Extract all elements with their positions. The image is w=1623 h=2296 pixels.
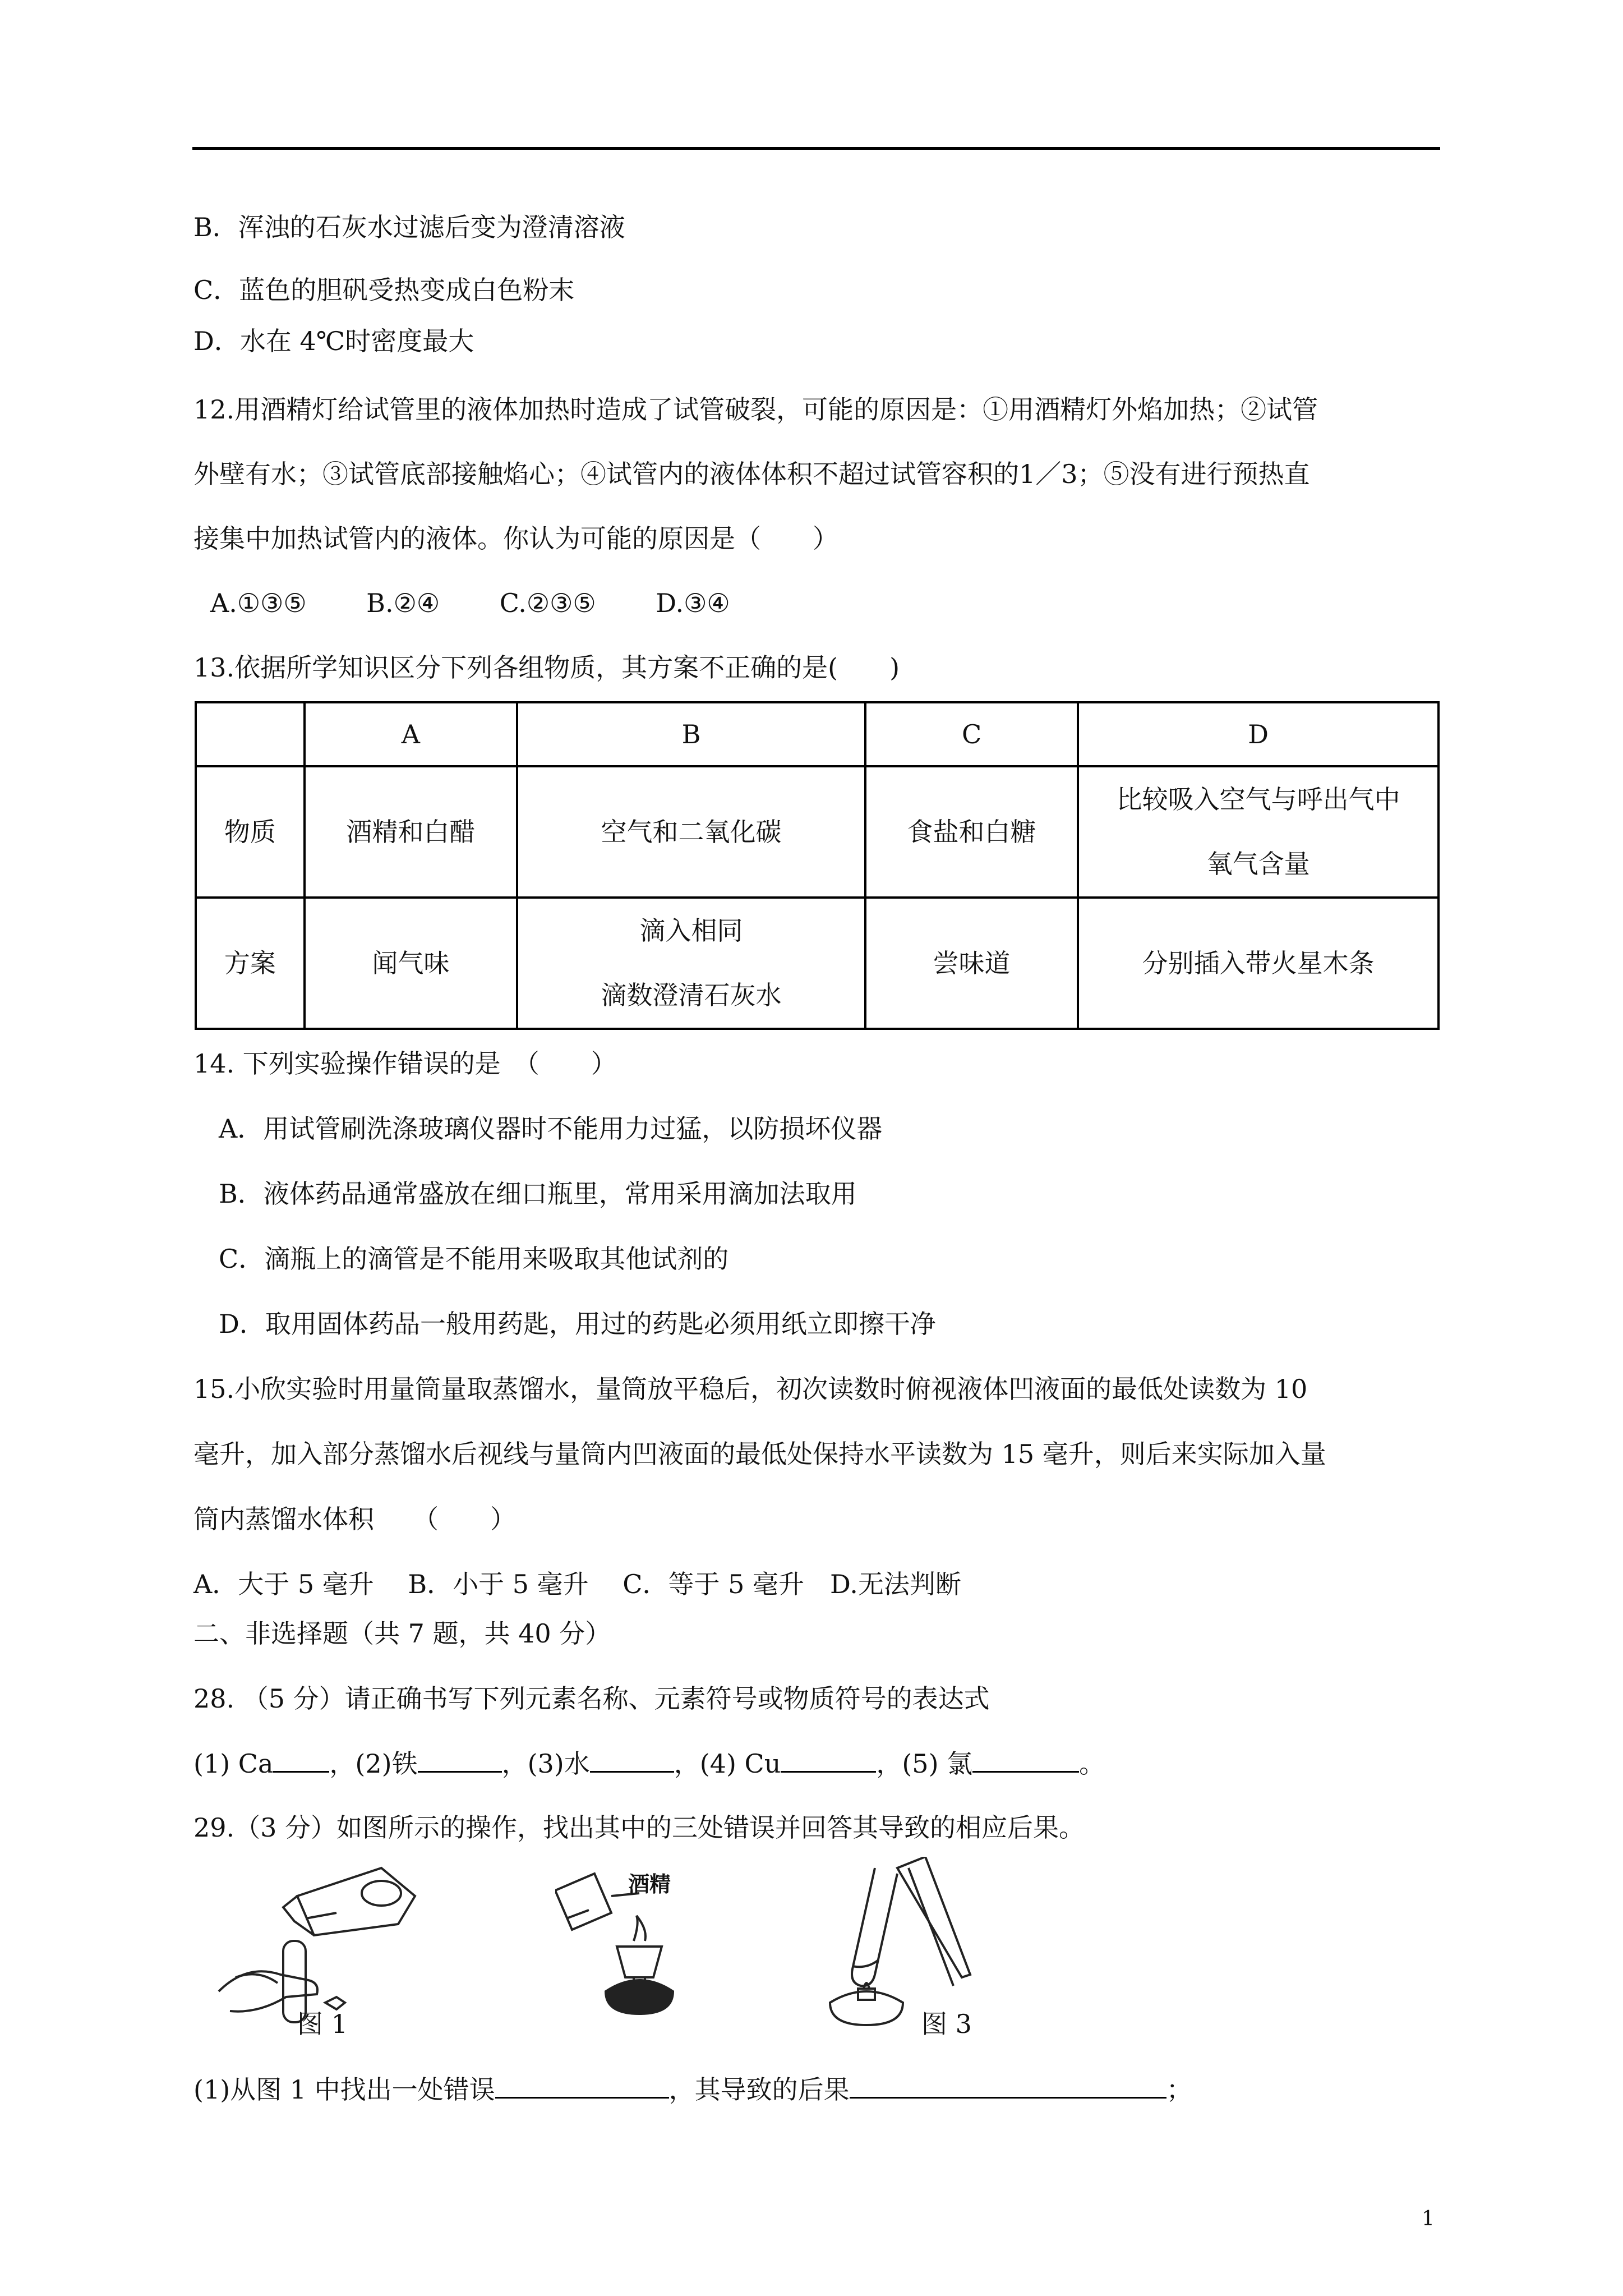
table-cell	[1078, 766, 1438, 898]
table-cell: 食盐和白糖	[865, 766, 1078, 898]
page-number: 1	[1422, 2207, 1435, 2230]
figure-1-label: 图 1	[297, 2009, 348, 2039]
q14-option-b: B．液体药品通常盛放在细口瓶里，常用采用滴加法取用	[219, 1179, 857, 1209]
table-header-row	[196, 702, 1438, 766]
table-cell: 尝味道	[865, 898, 1078, 1029]
figure-3-illustration	[813, 1857, 1015, 2036]
q28-stem: 28. （5 分）请正确书写下列元素名称、元素符号或物质符号的表达式	[193, 1683, 990, 1714]
table-header-cell: B	[517, 702, 865, 766]
table-cell: 闻气味	[305, 898, 517, 1029]
q15-line-3: 筒内蒸馏水体积 （ ）	[193, 1504, 516, 1534]
table-cell: 酒精和白醋	[305, 766, 517, 898]
q11-option-b: B．浑浊的石灰水过滤后变为澄清溶液	[193, 212, 625, 242]
q28-part-4: ，(4) Cu	[674, 1749, 781, 1779]
header-rule	[192, 147, 1440, 150]
cell-line: 比较吸入空气与呼出气中	[1116, 784, 1400, 815]
q29-sub1-part-a: (1)从图 1 中找出一处错误	[193, 2074, 495, 2105]
answer-blank[interactable]	[273, 1746, 329, 1773]
answer-blank[interactable]	[495, 2072, 669, 2099]
table-header-cell: C	[865, 702, 1078, 766]
table-row	[196, 766, 1438, 898]
q28-part-5: ，(5) 氯	[876, 1749, 973, 1779]
row-label: 方案	[196, 898, 305, 1029]
q14-option-a: A．用试管刷洗涤玻璃仪器时不能用力过猛，以防损坏仪器	[219, 1114, 883, 1144]
q12-line-1: 12.用酒精灯给试管里的液体加热时造成了试管破裂，可能的原因是：①用酒精灯外焰加热；②试管	[193, 394, 1318, 425]
figure-1-illustration	[213, 1862, 449, 2025]
q14-stem: 14. 下列实验操作错误的是 （ ）	[193, 1048, 617, 1079]
figure-2-label: 酒精	[628, 1871, 671, 1897]
table-header-cell: D	[1078, 702, 1438, 766]
table-cell: 空气和二氧化碳	[517, 766, 865, 898]
cell-line: 滴数澄清石灰水	[601, 980, 782, 1010]
answer-blank[interactable]	[781, 1746, 876, 1773]
q14-option-c: C．滴瓶上的滴管是不能用来吸取其他试剂的	[219, 1244, 729, 1274]
figure-3-label: 图 3	[921, 2009, 972, 2039]
row-label: 物质	[196, 766, 305, 898]
table-header-cell: A	[305, 702, 517, 766]
q29-figures	[213, 1862, 1054, 2047]
q29-sub1-end: ；	[1166, 2074, 1192, 2105]
table-row	[196, 898, 1438, 1029]
q29-stem: 29.（3 分）如图所示的操作，找出其中的三处错误并回答其导致的相应后果。	[193, 1812, 1085, 1843]
cell-line: 氧气含量	[1206, 849, 1310, 879]
q28-part-1: (1) Ca	[193, 1749, 274, 1779]
q13-stem: 13.依据所学知识区分下列各组物质，其方案不正确的是( )	[193, 652, 900, 683]
q11-option-d: D．水在 4℃时密度最大	[193, 326, 474, 356]
q15-options: A．大于 5 毫升 B．小于 5 毫升 C．等于 5 毫升 D.无法判断	[193, 1569, 961, 1599]
q29-sub1-part-b: ，其导致的后果	[668, 2074, 850, 2105]
cell-line: 滴入相同	[639, 915, 743, 946]
table-cell: 分别插入带火星木条	[1078, 898, 1438, 1029]
answer-blank[interactable]	[590, 1746, 674, 1773]
q28-part-3: ，(3)水	[501, 1749, 590, 1779]
q29-sub-1	[193, 2072, 1192, 2106]
q11-option-c: C．蓝色的胆矾受热变成白色粉末	[193, 275, 575, 305]
answer-blank[interactable]	[418, 1746, 502, 1773]
q12-line-3: 接集中加热试管内的液体。你认为可能的原因是（ ）	[193, 523, 838, 554]
answer-blank[interactable]	[850, 2072, 1166, 2099]
section-heading: 二、非选择题（共 7 题，共 40 分）	[193, 1618, 611, 1649]
q12-options: A.①③⑤ B.②④ C.②③⑤ D.③④	[210, 588, 730, 618]
q15-line-2: 毫升，加入部分蒸馏水后视线与量筒内凹液面的最低处保持水平读数为 15 毫升，则后来实际加入量	[193, 1439, 1326, 1469]
q14-option-d: D．取用固体药品一般用药匙，用过的药匙必须用纸立即擦干净	[219, 1309, 936, 1339]
q15-line-1: 15.小欣实验时用量筒量取蒸馏水，量筒放平稳后，初次读数时俯视液体凹液面的最低处读数为 10	[193, 1374, 1308, 1404]
q28-part-2: ，(2)铁	[329, 1749, 418, 1779]
q13-table	[195, 701, 1440, 1030]
table-header-cell	[196, 702, 305, 766]
table-cell	[517, 898, 865, 1029]
q12-line-2: 外壁有水；③试管底部接触焰心；④试管内的液体体积不超过试管容积的1／3；⑤没有进行预热直	[193, 459, 1310, 489]
q28-end: 。	[1079, 1749, 1105, 1779]
q28-blanks-line	[193, 1746, 1105, 1780]
answer-blank[interactable]	[972, 1746, 1079, 1773]
